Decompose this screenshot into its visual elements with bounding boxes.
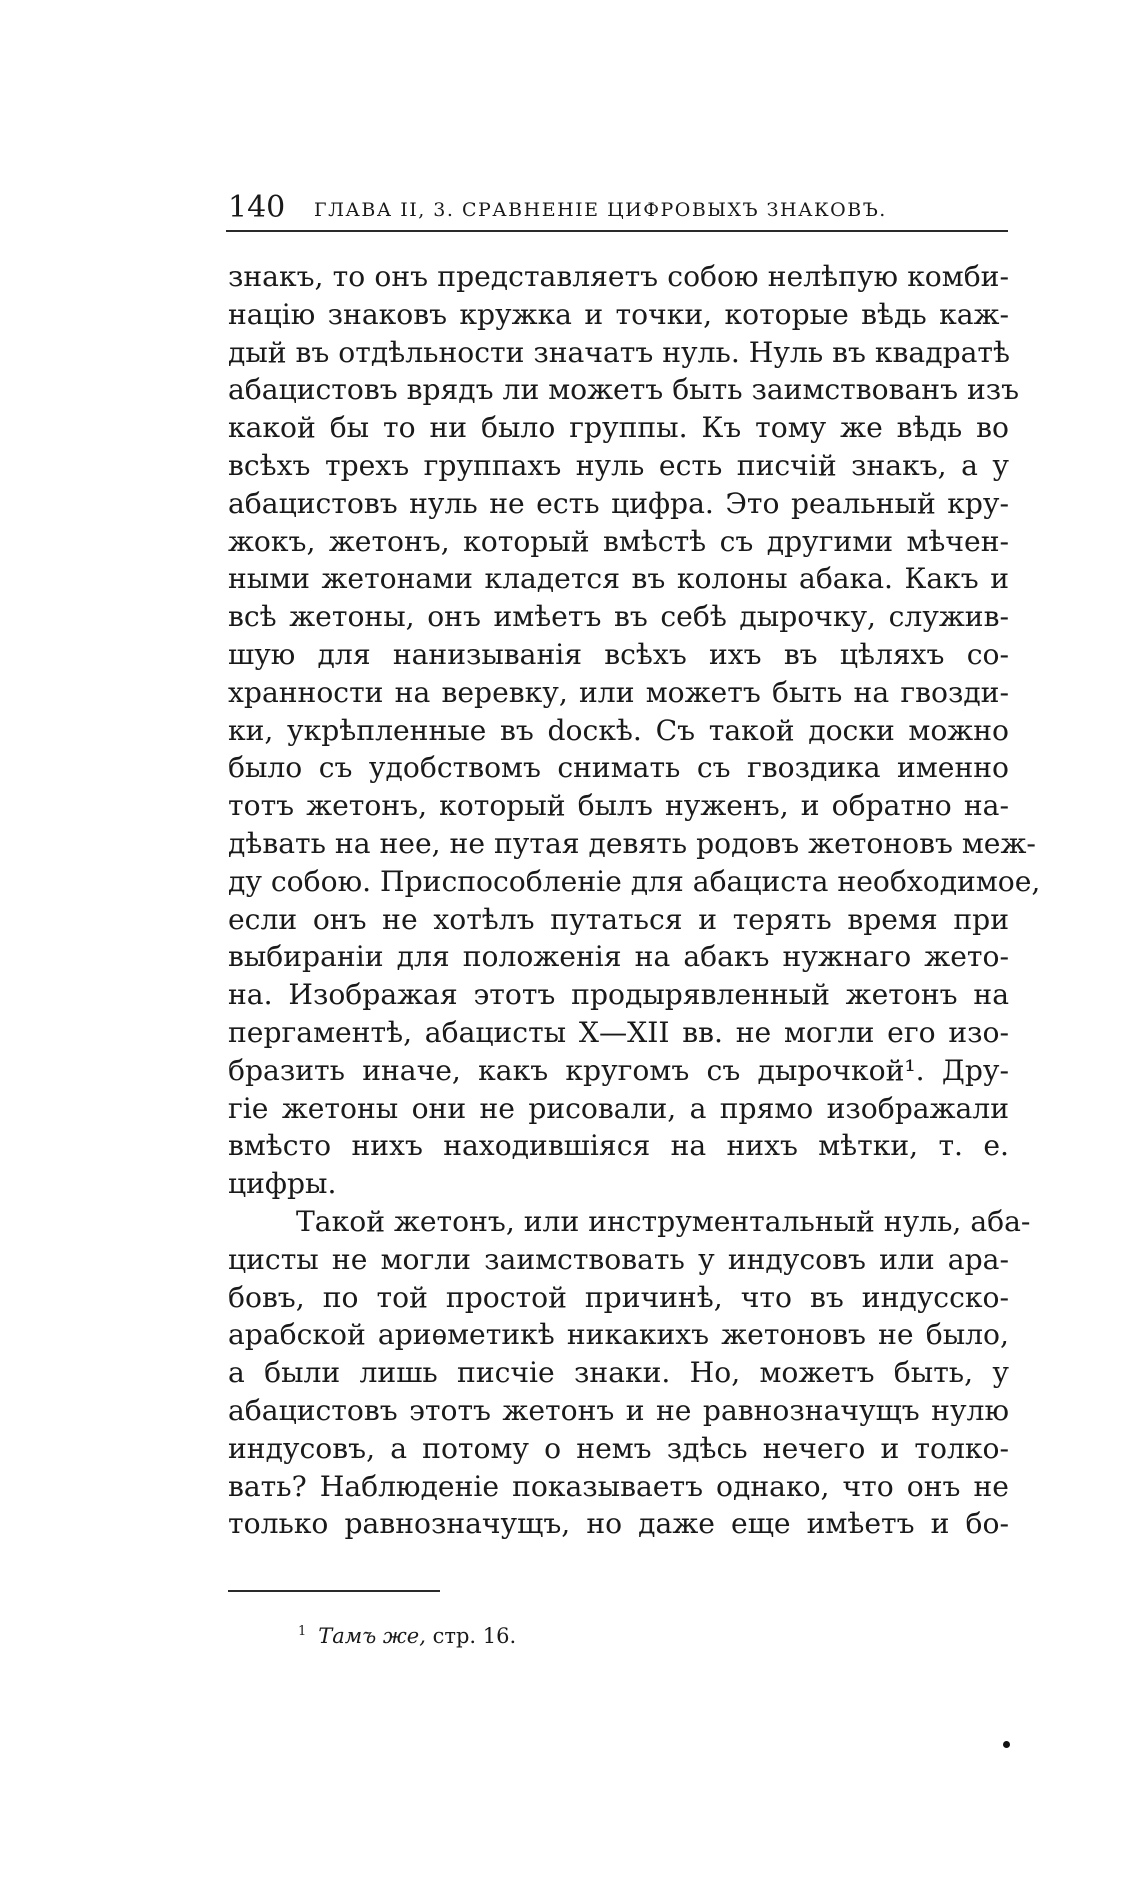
- text-line: абацистовъ нуль не есть цифра. Это реальный кру-: [228, 486, 1009, 520]
- footnote-source: Тамъ же,: [318, 1624, 426, 1648]
- text-line: цисты не могли заимствовать у индусовъ или ара-: [228, 1242, 1009, 1276]
- text-line: всѣхъ трехъ группахъ нуль есть писчій знакъ, а у: [228, 448, 1009, 482]
- text-line: пергаментѣ, абацисты X—XII вв. не могли его изо-: [228, 1015, 1009, 1049]
- text-line: арабской ариѳметикѣ никакихъ жетоновъ не было,: [228, 1318, 1009, 1352]
- text-line: бразить иначе, какъ кругомъ съ дырочкой¹. Дру-: [228, 1053, 1009, 1087]
- footnote-marker: 1: [298, 1624, 307, 1639]
- text-line: ки, укрѣпленные въ doскѣ. Съ такой доски можно: [228, 713, 1009, 747]
- text-line: было съ удобствомъ снимать съ гвоздика именно: [228, 751, 1009, 785]
- text-line: Такой жетонъ, или инструментальный нуль, аба-: [296, 1204, 1031, 1238]
- footnote: [298, 1617, 516, 1651]
- footnote-rule: [228, 1590, 440, 1592]
- body-text: [228, 258, 1041, 1543]
- text-line: а были лишь писчіе знаки. Но, можетъ быть, у: [228, 1356, 1009, 1390]
- text-line: дѣвать на нее, не путая девять родовъ жетоновъ меж-: [228, 826, 1036, 860]
- page-number: 140: [228, 190, 286, 225]
- text-line: только равнозначущъ, но даже еще имѣетъ и бо-: [228, 1507, 1009, 1541]
- text-line: тотъ жетонъ, который былъ нуженъ, и обратно на-: [228, 789, 1009, 823]
- text-line: знакъ, то онъ представляетъ собою нелѣпую комби-: [228, 260, 1009, 293]
- page-header: [228, 188, 1018, 228]
- text-line: вмѣсто нихъ находившіяся на нихъ мѣтки, т. е.: [228, 1129, 1009, 1163]
- text-line: если онъ не хотѣлъ путаться и терять время при: [228, 902, 1009, 936]
- text-line: ными жетонами кладется въ колоны абака. Какъ и: [228, 562, 1009, 596]
- text-line: индусовъ, а потому о немъ здѣсь нечего и толко-: [228, 1431, 1009, 1465]
- text-line: цифры.: [228, 1167, 337, 1201]
- header-rule: [226, 230, 1008, 232]
- text-line: абацистовъ этотъ жетонъ и не равнозначущъ нулю: [228, 1393, 1009, 1427]
- text-line: всѣ жетоны, онъ имѣетъ въ себѣ дырочку, служив-: [228, 600, 1009, 634]
- text-line: хранности на веревку, или можетъ быть на гвозди-: [228, 675, 1009, 709]
- text-line: бовъ, по той простой причинѣ, что въ индусско-: [228, 1280, 1009, 1314]
- text-line: на. Изображая этотъ продырявленный жетонъ на: [228, 978, 1009, 1012]
- text-line: жокъ, жетонъ, который вмѣстѣ съ другими мѣчен-: [228, 524, 1009, 558]
- text-line: шую для нанизыванія всѣхъ ихъ въ цѣляхъ со-: [228, 637, 1009, 671]
- text-line: какой бы то ни было группы. Къ тому же вѣдь во: [228, 411, 1009, 445]
- text-line: дый въ отдѣльности значатъ нуль. Нуль въ квадратѣ: [228, 335, 1011, 369]
- footnote-page-ref: стр. 16.: [432, 1624, 517, 1648]
- text-line: выбираніи для положенія на абакъ нужнаго жето-: [228, 940, 1009, 974]
- running-head: ГЛАВА II, 3. СРАВНЕНІЕ ЦИФРОВЫХЪ ЗНАКОВЪ.: [314, 199, 887, 221]
- text-line: вать? Наблюденіе показываетъ однако, что онъ не: [228, 1469, 1009, 1503]
- text-line: націю знаковъ кружка и точки, которые вѣдь каж-: [228, 297, 1009, 331]
- text-line: абацистовъ врядъ ли можетъ быть заимствованъ изъ: [228, 373, 1020, 407]
- text-line: гіе жетоны они не рисовали, а прямо изображали: [228, 1091, 1009, 1125]
- text-line: ду собою. Приспособленіе для абациста необходимое,: [228, 864, 1041, 898]
- ink-speck: [1003, 1741, 1010, 1748]
